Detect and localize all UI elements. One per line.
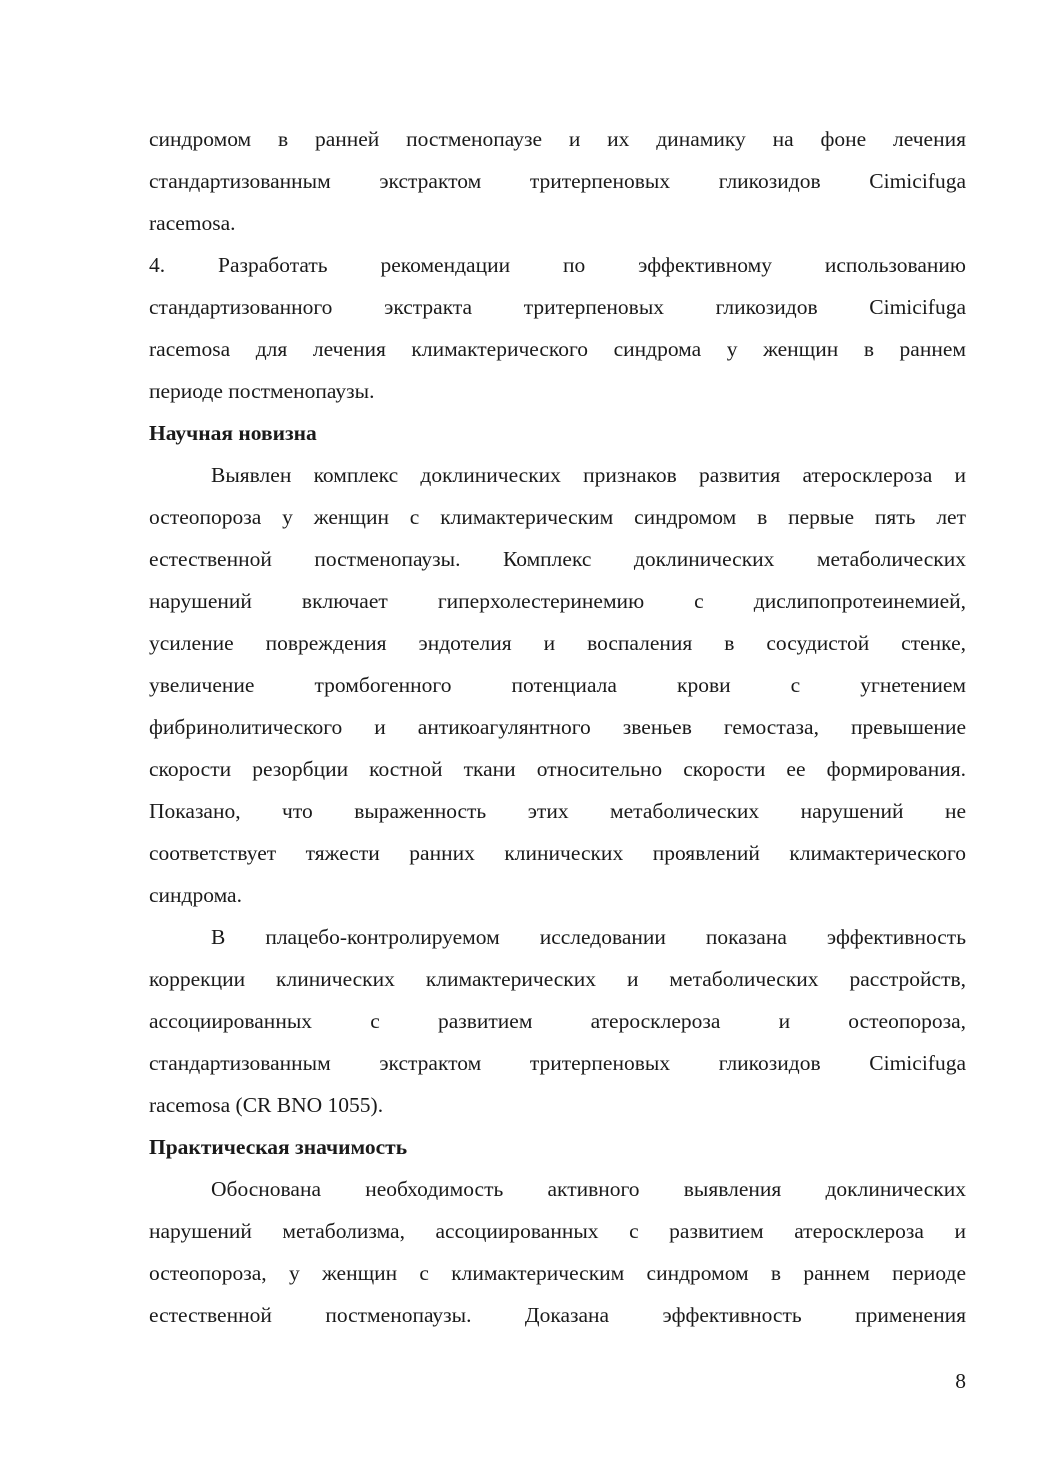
text-line: стандартизованного экстракта тритерпеновых гликозидов Cimicifuga <box>149 295 966 319</box>
text-line: соответствует тяжести ранних клинических проявлений климактерического <box>149 841 966 865</box>
text-line: Обоснована необходимость активного выявления доклинических <box>211 1177 966 1201</box>
text-line: стандартизованным экстрактом тритерпеновых гликозидов Cimicifuga <box>149 169 966 193</box>
text-line: синдрома. <box>149 883 242 907</box>
section-heading-novelty: Научная новизна <box>149 421 317 445</box>
novelty-paragraph-1 <box>149 454 966 916</box>
document-page <box>149 118 966 1336</box>
section-heading-practical: Практическая значимость <box>149 1135 408 1159</box>
text-line: остеопороза у женщин с климактерическим синдромом в первые пять лет <box>149 505 966 529</box>
page-number: 8 <box>955 1369 966 1393</box>
text-line: racemosa для лечения климактерического синдрома у женщин в раннем <box>149 337 966 361</box>
text-line: нарушений метаболизма, ассоциированных с развитием атеросклероза и <box>149 1219 966 1243</box>
text-line: естественной постменопаузы. Доказана эффективность применения <box>149 1303 966 1327</box>
text-line: остеопороза, у женщин с климактерическим синдромом в раннем периоде <box>149 1261 966 1285</box>
text-line: нарушений включает гиперхолестеринемию с дислипопротеинемией, <box>149 589 966 613</box>
practical-paragraph-1 <box>149 1168 966 1336</box>
text-line: ассоциированных с развитием атеросклероза и остеопороза, <box>149 1009 966 1033</box>
text-line: 4. Разработать рекомендации по эффективному использованию <box>149 253 966 277</box>
text-line: скорости резорбции костной ткани относительно скорости ее формирования. <box>149 757 966 781</box>
text-line: racemosa. <box>149 211 236 235</box>
text-line: периоде постменопаузы. <box>149 379 375 403</box>
text-line: Выявлен комплекс доклинических признаков развития атеросклероза и <box>211 463 966 487</box>
text-line: стандартизованным экстрактом тритерпеновых гликозидов Cimicifuga <box>149 1051 966 1075</box>
text-line: racemosa (CR BNO 1055). <box>149 1093 384 1117</box>
text-line: синдромом в ранней постменопаузе и их динамику на фоне лечения <box>149 127 966 151</box>
text-line: В плацебо-контролируемом исследовании показана эффективность <box>211 925 966 949</box>
novelty-paragraph-2 <box>149 916 966 1126</box>
text-line: увеличение тромбогенного потенциала крови с угнетением <box>149 673 966 697</box>
text-line: Показано, что выраженность этих метаболических нарушений не <box>149 799 966 823</box>
text-line: естественной постменопаузы. Комплекс доклинических метаболических <box>149 547 966 571</box>
text-line: усиление повреждения эндотелия и воспаления в сосудистой стенке, <box>149 631 966 655</box>
text-line: коррекции клинических климактерических и метаболических расстройств, <box>149 967 966 991</box>
item-4-paragraph <box>149 244 966 412</box>
continuation-paragraph <box>149 118 966 244</box>
text-line: фибринолитического и антикоагулянтного звеньев гемостаза, превышение <box>149 715 966 739</box>
